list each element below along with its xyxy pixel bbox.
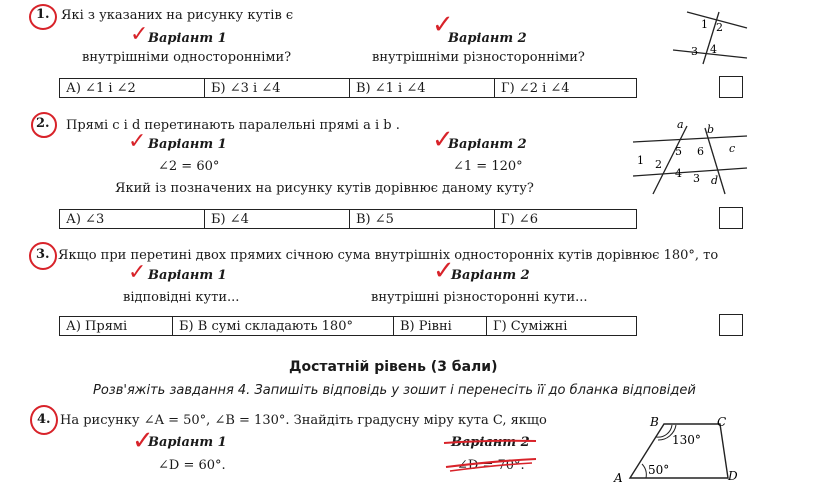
q3-answer-table xyxy=(59,316,637,336)
q3-answer-box[interactable] xyxy=(719,314,743,336)
q1-answer-box[interactable] xyxy=(719,76,743,98)
q4-variant2-text: ∠D = 70°. xyxy=(457,458,525,473)
q1-variant2-label: Варіант 2 xyxy=(448,31,527,46)
q4-variant1-text: ∠D = 60°. xyxy=(158,458,226,473)
q4-text: На рисунку ∠A = 50°, ∠B = 130°. Знайдіть градусну міру кута C, якщо xyxy=(60,413,547,428)
q1-number: 1. xyxy=(36,7,50,22)
q2-fig-label-1: 1 xyxy=(637,154,644,167)
q1-figure xyxy=(665,6,755,66)
q2-fig-label-a: a xyxy=(677,118,684,131)
q3-variant1-text: відповідні кути... xyxy=(123,290,240,305)
q2-fig-label-b: b xyxy=(707,123,715,136)
q3-option-d[interactable]: Г) Суміжні xyxy=(487,317,637,336)
q2-fig-label-d: d xyxy=(711,174,719,187)
q1-answer-table xyxy=(59,78,637,98)
check-mark-icon: ✓ xyxy=(432,125,454,155)
q4-variant1-label: Варіант 1 xyxy=(148,435,227,450)
q2-variant1-label: Варіант 1 xyxy=(148,137,227,152)
q1-option-d[interactable]: Г) ∠2 і ∠4 xyxy=(495,79,637,98)
q4-fig-label-b: B xyxy=(650,415,659,429)
check-mark-icon: ✓ xyxy=(433,256,455,286)
q2-fig-label-6: 6 xyxy=(697,145,704,158)
q3-variant2-label: Варіант 2 xyxy=(451,268,530,283)
section-title: Достатній рівень (3 бали) xyxy=(289,359,498,375)
q2-fig-label-2: 2 xyxy=(655,158,662,171)
q2-variant1-text: ∠2 = 60° xyxy=(158,159,220,174)
check-mark-icon: ✓ xyxy=(130,22,149,47)
q1-variant1-text: внутрішніми односторонніми? xyxy=(82,50,292,65)
q2-figure xyxy=(625,116,755,196)
q2-fig-label-4: 4 xyxy=(675,167,682,180)
q3-text: Якщо при перетині двох прямих січною сума внутрішніх односторонніх кутів дорівнює 180°, то xyxy=(58,248,719,263)
q1-variant2-text: внутрішніми різносторонніми? xyxy=(372,50,585,65)
check-mark-icon: ✓ xyxy=(432,10,454,40)
q1-option-c[interactable]: В) ∠1 і ∠4 xyxy=(350,79,495,98)
q2-question: Який із позначених на рисунку кутів дорівнює даному куту? xyxy=(115,181,534,196)
q2-fig-label-c: c xyxy=(729,142,736,155)
q1-fig-label-4: 4 xyxy=(710,43,717,56)
q3-option-c[interactable]: В) Рівні xyxy=(394,317,487,336)
q3-option-a[interactable]: А) Прямі xyxy=(60,317,173,336)
q3-number: 3. xyxy=(36,247,50,262)
q2-option-a[interactable]: А) ∠3 xyxy=(60,210,205,229)
q4-fig-angle-a: 50° xyxy=(648,463,670,477)
q4-variant2-label: Варіант 2 xyxy=(451,435,530,450)
q2-number: 2. xyxy=(36,116,50,131)
q2-variant2-label: Варіант 2 xyxy=(448,137,527,152)
q1-option-a[interactable]: А) ∠1 і ∠2 xyxy=(60,79,205,98)
check-mark-icon: ✓ xyxy=(132,426,154,456)
q4-fig-angle-b: 130° xyxy=(672,433,701,447)
q1-fig-label-1: 1 xyxy=(701,18,708,31)
q1-text: Які з указаних на рисунку кутів є xyxy=(61,8,294,23)
q4-fig-label-c: C xyxy=(717,415,727,429)
q4-fig-label-d: D xyxy=(728,469,738,483)
q4-number: 4. xyxy=(37,412,51,427)
q3-option-b[interactable]: Б) В сумі складають 180° xyxy=(173,317,394,336)
q2-variant2-text: ∠1 = 120° xyxy=(453,159,523,174)
q2-answer-box[interactable] xyxy=(719,207,743,229)
q4-fig-label-a: A xyxy=(614,471,623,484)
q2-text: Прямі c і d перетинають паралельні прямі a і b . xyxy=(66,118,400,133)
q2-option-b[interactable]: Б) ∠4 xyxy=(205,210,350,229)
q4-figure xyxy=(612,412,742,484)
q1-variant1-label: Варіант 1 xyxy=(148,31,227,46)
check-mark-icon: ✓ xyxy=(128,129,147,154)
q2-answer-table xyxy=(59,209,637,229)
check-mark-icon: ✓ xyxy=(128,260,147,285)
q2-fig-label-5: 5 xyxy=(675,145,682,158)
q2-fig-label-3: 3 xyxy=(693,172,700,185)
q4-variant2-strikeout xyxy=(440,430,540,480)
q1-fig-label-3: 3 xyxy=(691,45,698,58)
q3-variant1-label: Варіант 1 xyxy=(148,268,227,283)
q3-variant2-text: внутрішні різносторонні кути... xyxy=(371,290,588,305)
q1-fig-label-2: 2 xyxy=(716,21,723,34)
q2-option-d[interactable]: Г) ∠6 xyxy=(495,210,637,229)
section-subtitle: Розв'яжіть завдання 4. Запишіть відповідь у зошит і перенесіть її до бланка відповідей xyxy=(93,383,696,398)
q1-option-b[interactable]: Б) ∠3 і ∠4 xyxy=(205,79,350,98)
q2-option-c[interactable]: В) ∠5 xyxy=(350,210,495,229)
